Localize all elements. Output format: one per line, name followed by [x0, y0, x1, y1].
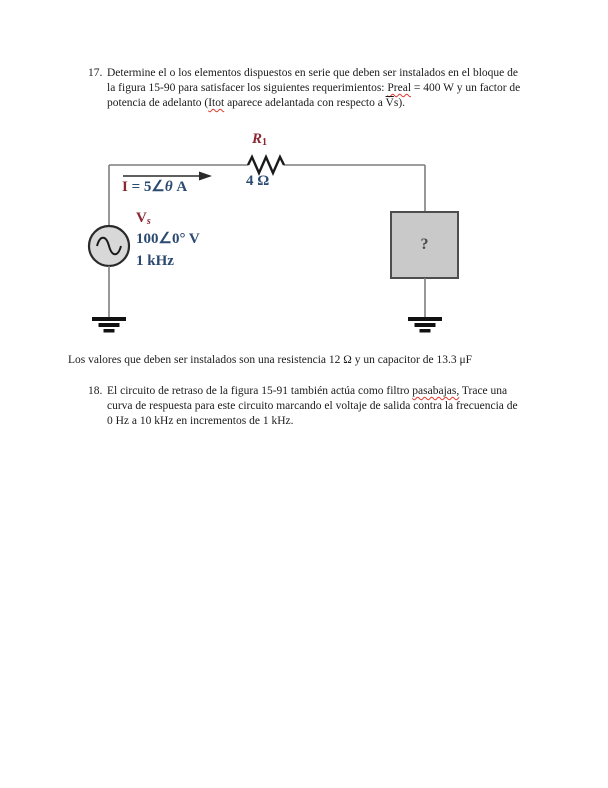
source-label: [136, 211, 151, 227]
misspelled-word-itot: Itot: [208, 97, 225, 109]
problem-18: [88, 384, 518, 429]
text-segment: Trace una: [459, 385, 508, 397]
misspelled-word-preal: Preal: [387, 82, 412, 94]
problem-18-line-3: [107, 414, 518, 429]
source-value: 100∠0° V: [136, 231, 200, 247]
problem-17-line-1: [107, 66, 520, 81]
ground-bar: [415, 323, 436, 327]
source-subscript: s: [146, 216, 151, 227]
source-frequency: 1 kHz: [136, 253, 174, 269]
problem-17: [88, 66, 520, 111]
problem-18-number: 18.: [88, 385, 103, 397]
problem-18-text: [107, 384, 518, 429]
resistor-symbol: [248, 157, 284, 173]
text-segment: Determine el o los elementos dispuestos en serie que deben ser instalados en el bloque de: [107, 67, 519, 79]
circuit-figure-15-90: [0, 130, 608, 345]
resistor-label: [252, 132, 267, 148]
source-letter: V: [136, 210, 147, 226]
problem-18-line-2: [107, 399, 518, 414]
text-segment: = 400 W y un factor de: [411, 82, 521, 94]
current-label: [122, 180, 187, 195]
ground-symbol-left: [92, 317, 126, 333]
misspelled-word-pasabajas: pasabajas,: [412, 385, 460, 397]
ground-bar: [92, 317, 126, 321]
ground-bar: [420, 329, 431, 333]
circuit-diagram: [0, 130, 608, 345]
resistor-value: 4 Ω: [246, 173, 270, 189]
problem-17-text: [107, 66, 520, 111]
text-segment: curva de respuesta para este circuito marcando el voltaje de salida contra la frecuencia de: [107, 400, 518, 412]
resistor-subscript: 1: [262, 137, 268, 148]
phasor-v-overline: $\overline{V}$: [385, 97, 394, 109]
problem-17-number: 17.: [88, 67, 103, 79]
problem-18-line-1: [107, 384, 518, 399]
text-segment: la figura 15-90 para satisfacer los siguientes requerimientos:: [107, 82, 388, 94]
unknown-block-question-mark: ?: [420, 236, 429, 253]
answer-line: Los valores que deben ser instalados son una resistencia 12 Ω y un capacitor de 13.3 μF: [68, 354, 473, 366]
text-segment: potencia de adelanto (: [107, 97, 209, 109]
current-arrow-head: [199, 172, 212, 181]
text-segment: aparece adelantada con respecto a: [224, 97, 386, 109]
text-segment: s).: [393, 97, 406, 109]
current-theta: θ: [164, 179, 173, 195]
current-equation: = 5∠: [127, 179, 165, 195]
ground-bar: [104, 329, 115, 333]
resistor-letter: R: [252, 131, 263, 147]
problem-17-line-2: [107, 81, 520, 96]
current-symbol: I: [122, 179, 128, 195]
problem-17-line-3: [107, 96, 520, 111]
text-segment: El circuito de retraso de la figura 15-91 también actúa como filtro: [107, 385, 413, 397]
ground-bar: [99, 323, 120, 327]
text-segment: 0 Hz a 10 kHz en incrementos de 1 kHz.: [107, 415, 294, 427]
current-unit: A: [172, 179, 188, 195]
ground-symbol-right: [408, 317, 442, 333]
ground-bar: [408, 317, 442, 321]
